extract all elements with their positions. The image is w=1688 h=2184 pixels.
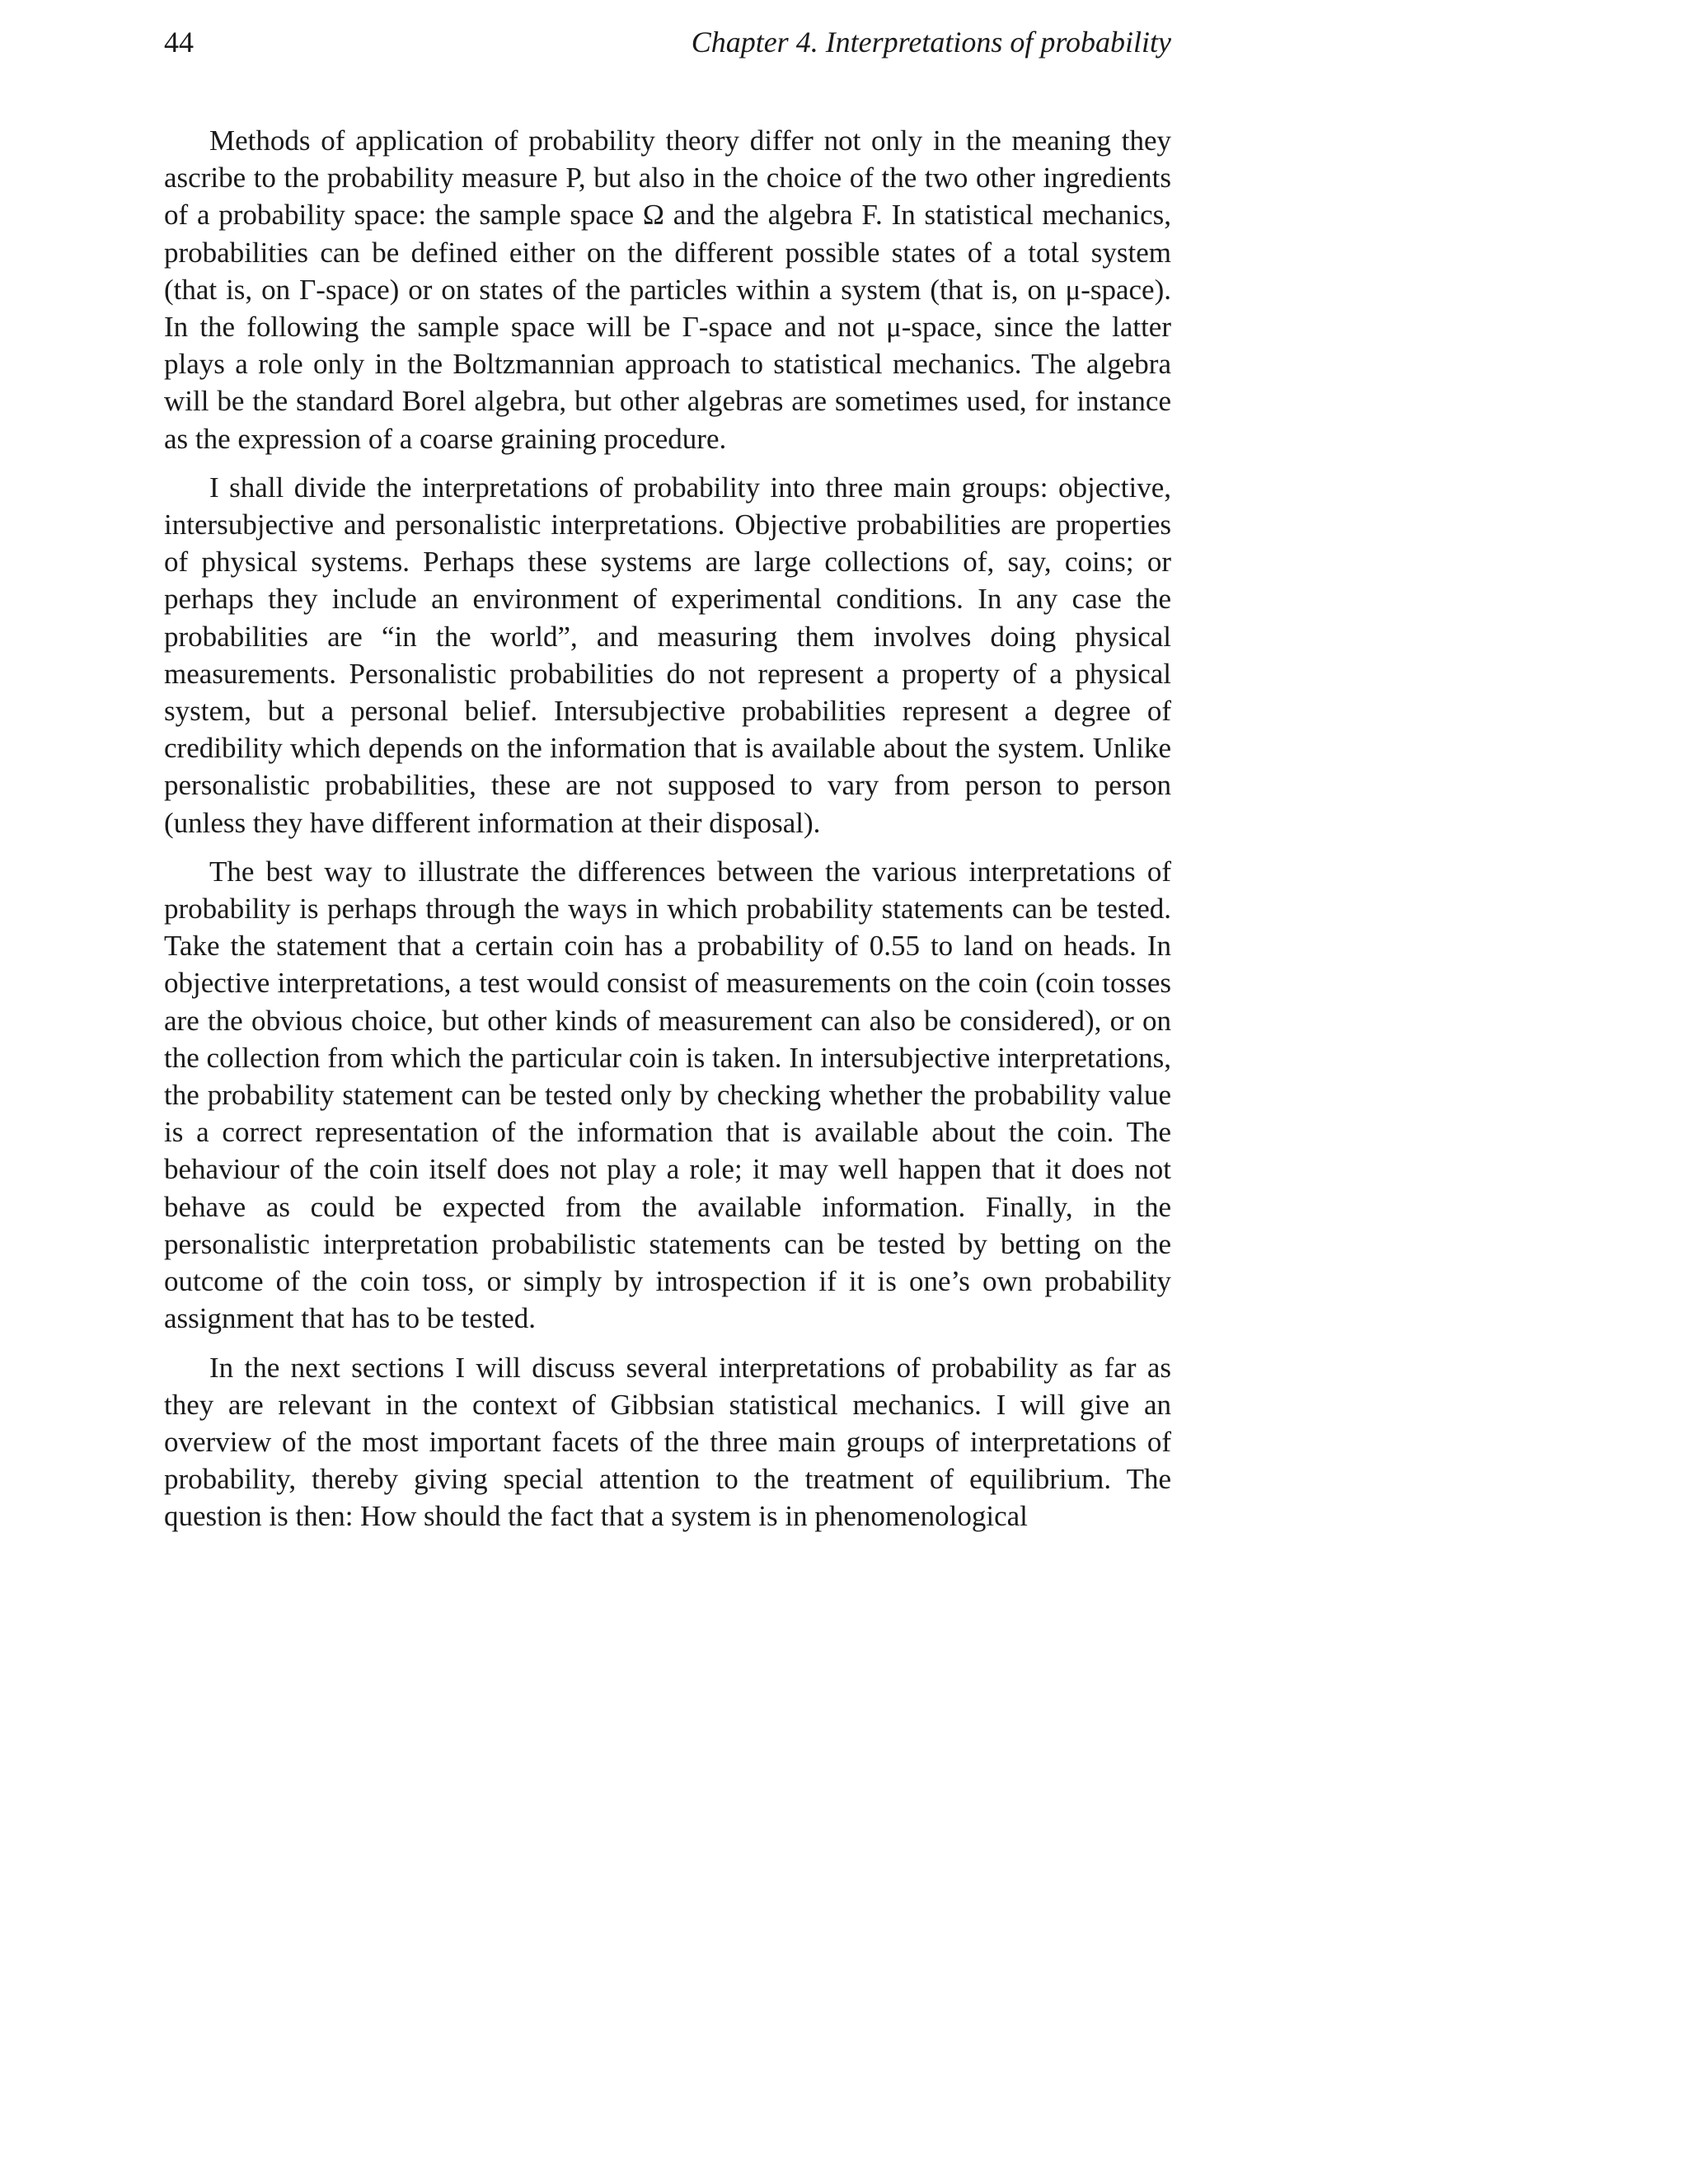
chapter-title: Chapter 4. Interpretations of probability [691,26,1171,59]
paragraph-sample-space: Methods of application of probability theory differ not only in the meaning they ascribe to the probability measure P, but also in the choice of the two other ingredients of a probability space: the sample space Ω and the algebra F. In statistical mechanics, probabilities can be defined either on the different possible states of a total system (that is, on Γ-space) or on states of the particles within a system (that is, on μ-space). In the following the sample space will be Γ-space and not μ-space, since the latter plays a role only in the Boltzmannian approach to statistical mechanics. The algebra will be the standard Borel algebra, but other algebras are sometimes used, for instance as the expression of a coarse graining procedure. [164,124,1171,455]
paragraph-testing-statements: The best way to illustrate the differences between the various interpretations of probability is perhaps through the ways in which probability statements can be tested. Take the statement that a certain coin has a probability of 0.55 to land on heads. In objective interpretations, a test would consist of measurements on the coin (coin tosses are the obvious choice, but other kinds of measurement can also be considered), or on the collection from which the particular coin is taken. In intersubjective interpretations, the probability statement can be tested only by checking whether the probability value is a correct representation of the information that is available about the coin. The behaviour of the coin itself does not play a role; it may well happen that it does not behave as could be expected from the available information. Finally, in the personalistic interpretation probabilistic statements can be tested by betting on the outcome of the coin toss, or simply by introspection if it is one’s own probability assignment that has to be tested. [164,855,1171,1335]
paragraph-interpretation-groups: I shall divide the interpretations of probability into three main groups: objective, intersubjective and personalistic interpretations. Objective probabilities are properties of physical systems. Perhaps these systems are large collections of, say, coins; or perhaps they include an environment of experimental conditions. In any case the probabilities are “in the world”, and measuring them involves doing physical measurements. Personalistic probabilities do not represent a property of a physical system, but a personal belief. Intersubjective probabilities represent a degree of credibility which depends on the information that is available about the system. Unlike personalistic probabilities, these are not supposed to vary from person to person (unless they have different information at their disposal). [164,471,1171,839]
paragraph-next-sections: In the next sections I will discuss several interpretations of probability as far as they are relevant in the context of Gibbsian statistical mechanics. I will give an overview of the most important facets of the three main groups of interpretations of probability, thereby giving special attention to the treatment of equilibrium. The question is then: How should the fact that a system is in phenomenological [164,1351,1171,1533]
body-text [164,122,1171,1547]
page-number: 44 [164,26,194,59]
running-head [164,21,1171,63]
